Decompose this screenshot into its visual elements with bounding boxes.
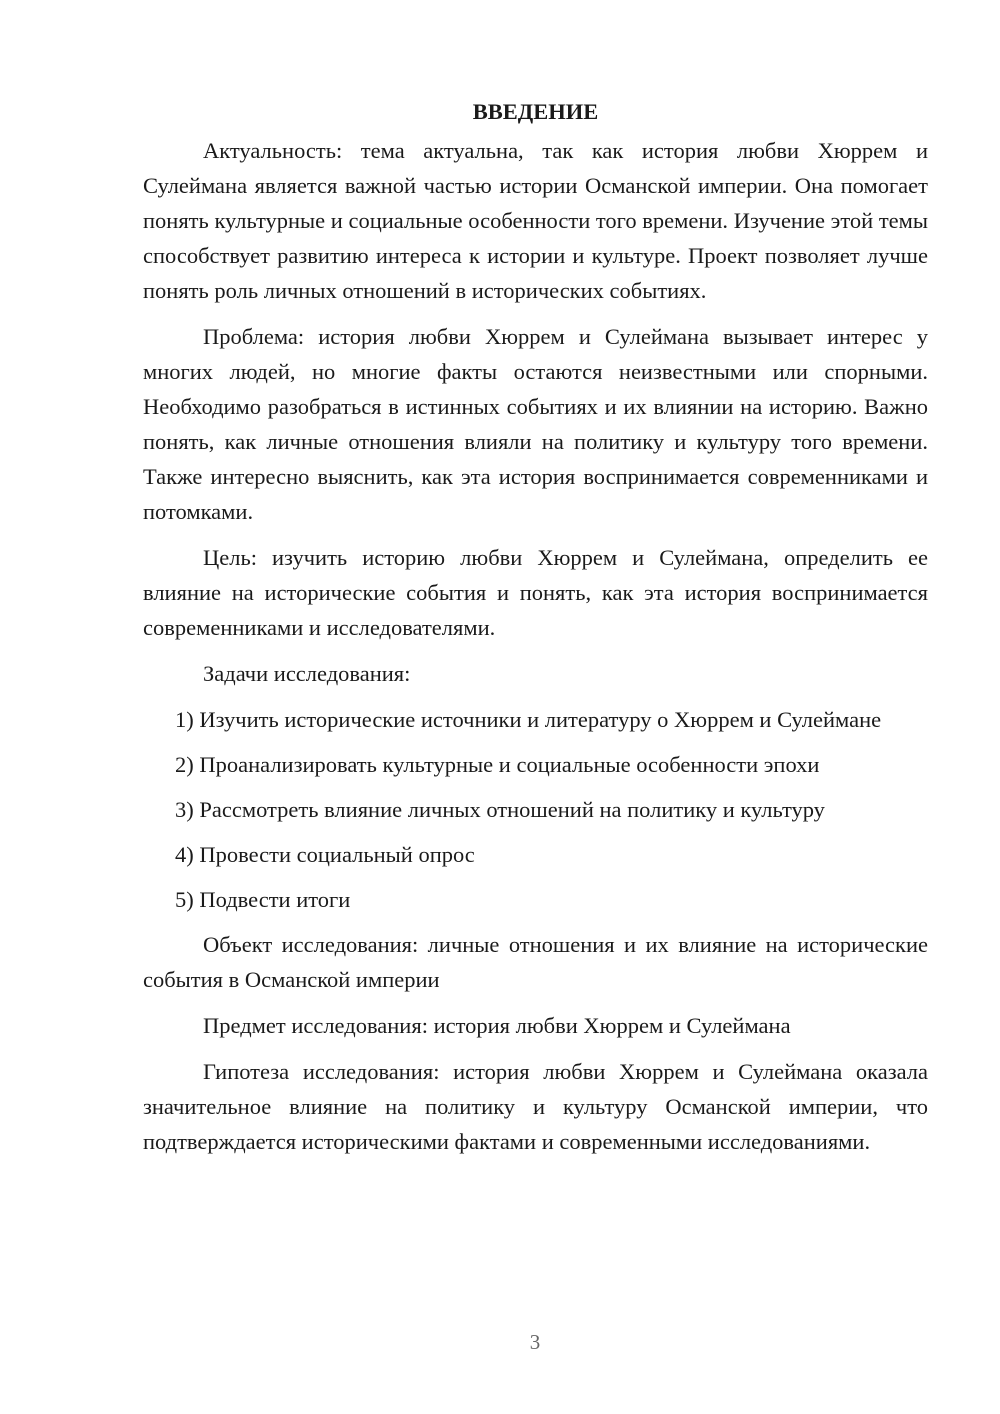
page-number: 3 xyxy=(529,1330,541,1354)
problem-paragraph: Проблема: история любви Хюррем и Сулеймана вызывает интерес у многих людей, но многие факты остаются неизвестными или спорными. Необходимо разобраться в истинных событиях и их влиянии на историю. Важно понять, как личные отношения влияли на политику и культуру того времени. Также интересно выяснить, как эта история воспринимается современниками и потомками. xyxy=(143,324,928,524)
task-item-2: 2) Проанализировать культурные и социальные особенности эпохи xyxy=(175,752,820,777)
section-title: ВВЕДЕНИЕ xyxy=(472,99,599,124)
relevance-paragraph: Актуальность: тема актуальна, так как история любви Хюррем и Сулеймана является важной частью истории Османской империи. Она помогает понять культурные и социальные особенности того времени. Изучение этой темы способствует развитию интереса к истории и культуре. Проект позволяет лучше понять роль личных отношений в исторических событиях. xyxy=(143,138,928,303)
goal-paragraph: Цель: изучить историю любви Хюррем и Сулеймана, определить ее влияние на исторические события и понять, как эта история воспринимается современниками и исследователями. xyxy=(143,545,928,640)
page-content xyxy=(143,94,928,1170)
task-item-4: 4) Провести социальный опрос xyxy=(175,842,475,867)
task-item-1: 1) Изучить исторические источники и литературу о Хюррем и Сулеймане xyxy=(175,707,882,732)
subject-paragraph: Предмет исследования: история любви Хюррем и Сулеймана xyxy=(203,1013,791,1038)
task-item-3: 3) Рассмотреть влияние личных отношений на политику и культуру xyxy=(175,797,825,822)
tasks-heading: Задачи исследования: xyxy=(203,661,411,686)
hypothesis-paragraph: Гипотеза исследования: история любви Хюррем и Сулеймана оказала значительное влияние на политику и культуру Османской империи, что подтверждается историческими фактами и современными исследованиями. xyxy=(143,1059,928,1154)
task-item-5: 5) Подвести итоги xyxy=(175,887,351,912)
object-paragraph: Объект исследования: личные отношения и их влияние на исторические события в Османской империи xyxy=(143,932,928,992)
